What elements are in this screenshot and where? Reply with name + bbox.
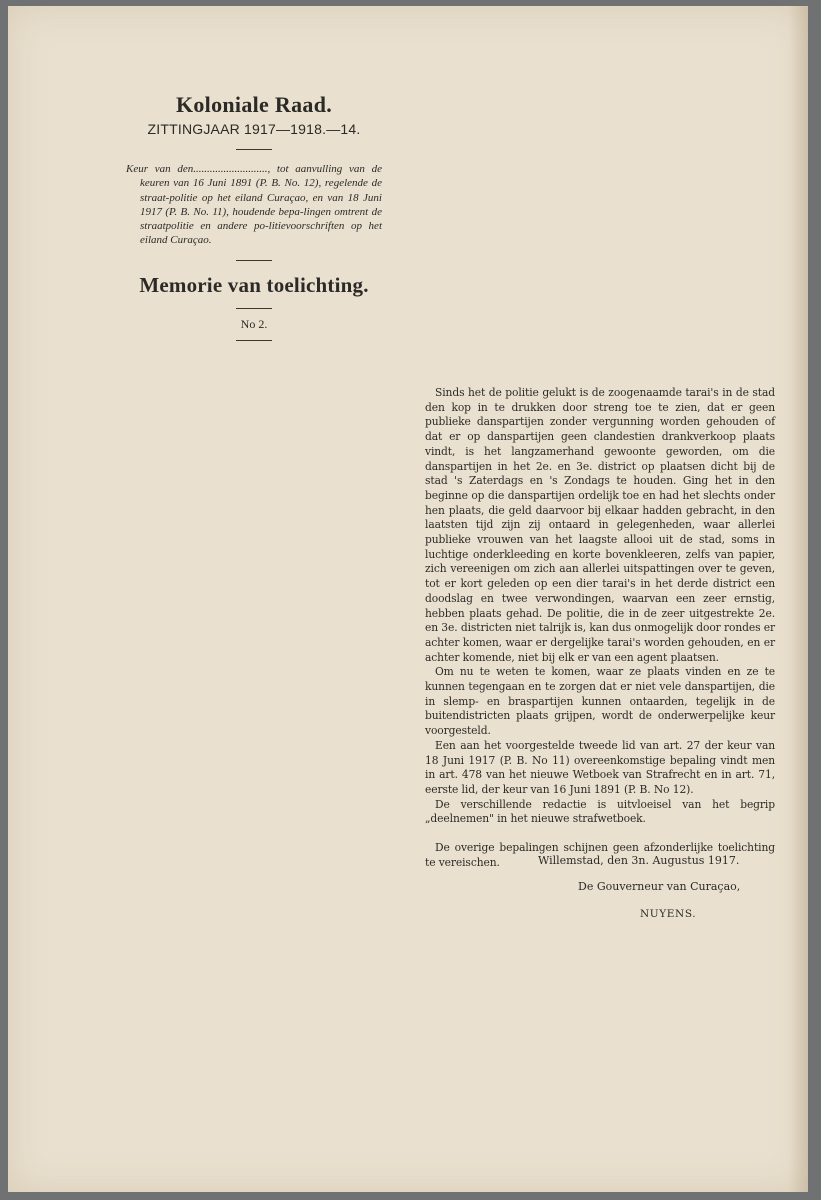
divider: [236, 340, 272, 341]
session-line: ZITTINGJAAR 1917—1918.—14.: [147, 121, 361, 137]
divider: [236, 260, 272, 261]
page-edge-shadow: [788, 6, 808, 1192]
decree-subject: Keur van den..........................., tot aanvulling van de keuren van 16 Juni 1891 (P. B. No. 12), regelende de straat-politie op het eiland Curaçao, en van 18 Juni 1917 (P. B. No. 11), houdende bepa-lingen omtrent de straatpolitie en andere po-litievoorschriften op het eiland Curaçao.: [126, 163, 382, 247]
memo-title: Memorie van toelichting.: [139, 272, 369, 297]
council-title: Koloniale Raad.: [175, 92, 333, 117]
body-paragraph: Een aan het voorgestelde tweede lid van art. 27 der keur van 18 Juni 1917 (P. B. No 11) overeenkomstige bepaling vindt men in art. 478 van het nieuwe Wetboek van Strafrecht en in art. 71, eerste lid, der keur van 16 Juni 1891 (P. B. No 12).: [425, 738, 775, 796]
body-paragraph: Sinds het de politie gelukt is de zoogenaamde tarai's in de stad den kop in te drukken door streng toe te zien, dat er geen publieke danspartijen zonder vergunning worden gehouden of dat er op danspartijen geen clandestien drankverkoop plaats vindt, is het langzamerhand gewoonte geworden, om die danspartijen in het 2e. en 3e. district op plaatsen dicht bij de stad 's Zaterdags en 's Zondags te houden. Ging het in den beginne op die danspartijen ordelijk toe en had het slechts onder hen plaats, die geld daarvoor bij elkaar hadden gebracht, in den laatsten tijd zijn zij ontaard in gelegenheden, waar allerlei publieke vrouwen van het laagste allooi uit de stad, soms in luchtige onderkleeding en korte bovenkleeren, zelfs van papier, zich vereenigen om zich aan allerlei uitspattingen over te geven, tot er kort geleden op een dier tarai's in het derde district een doodslag en twee verwondingen, waarvan een zeer ernstig, hebben plaats gehad. De politie, die in de zeer uitgestrekte 2e. en 3e. districten niet talrijk is, kan dus onmogelijk door rondes er achter komen, waar er dergelijke tarai's worden gehouden, en er achter komende, niet bij elk er van een agent plaatsen.: [425, 386, 775, 664]
body-paragraph: De overige bepalingen schijnen geen afzonderlijke toelichting te vereischen.: [425, 841, 775, 869]
body-paragraph: De verschillende redactie is uitvloeisel van het begrip „deelnemen" in het nieuwe strafwetboek.: [425, 797, 775, 826]
memo-body: [425, 386, 775, 871]
divider: [236, 308, 272, 309]
place-date: Willemstad, den 3n. Augustus 1917.: [538, 854, 740, 867]
document-page: [8, 6, 808, 1192]
divider: [236, 149, 272, 150]
signatory-name: NUYENS.: [640, 908, 697, 920]
document-number: No 2.: [240, 316, 268, 331]
signatory-role: De Gouverneur van Curaçao,: [578, 880, 741, 893]
body-paragraph: Om nu te weten te komen, waar ze plaats vinden en ze te kunnen tegengaan en te zorgen dat er niet vele danspartijen, die in slemp- en braspartijen kunnen ontaarden, tegelijk in de buitendistricten plaats grijpen, wordt de onderwerpelijke keur voorgesteld.: [425, 665, 775, 738]
document-header: [120, 92, 388, 349]
